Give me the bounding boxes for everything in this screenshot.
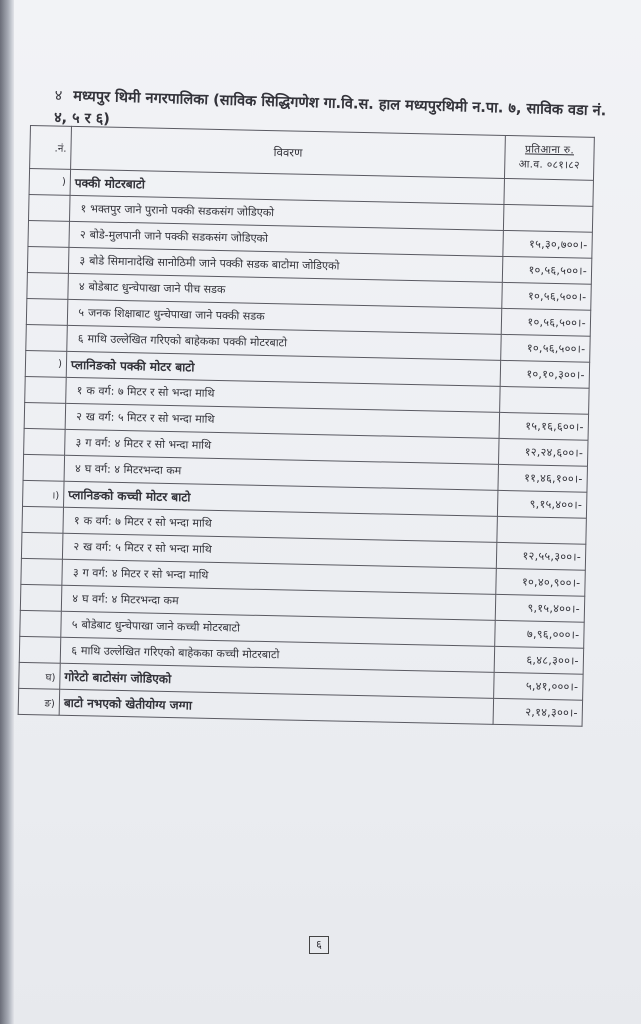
row-index: १ — [76, 384, 83, 398]
row-index: ६ — [71, 643, 78, 658]
section-title: बाटो नभएको खेतीयोग्य जग्गा — [59, 689, 493, 724]
row-index: १ — [73, 514, 80, 528]
row-description-text: जनक शिक्षाबाट धुन्चेपाखा जाने पक्की सडक — [87, 306, 265, 323]
row-sn — [26, 298, 68, 325]
row-description-text: घ वर्ग: ४ मिटरभन्दा कम — [81, 592, 179, 608]
row-rate: १५,३०,७००।- — [503, 230, 593, 258]
row-description-text: ख वर्ग: ५ मिटर र सो भन्दा माथि — [85, 410, 215, 426]
col-rate-header-line1: प्रतिआना रु. — [524, 143, 575, 157]
row-sn — [20, 584, 62, 611]
row-rate: ५,४१,०००।- — [494, 672, 584, 700]
row-index: २ — [76, 410, 83, 424]
row-sn — [22, 506, 64, 533]
row-sn — [27, 272, 69, 299]
row-description-text: बोडेबाट धुन्चेपाखा जाने कच्ची मोटरबाटो — [81, 618, 241, 635]
row-description-text: क वर्ग: ७ मिटर र सो भन्दा माथि — [83, 514, 212, 530]
row-rate: ११,४६,१००।- — [498, 464, 588, 492]
row-rate — [497, 516, 587, 544]
row-sn: ।) — [23, 480, 65, 507]
row-sn — [25, 376, 67, 403]
row-sn — [26, 324, 68, 351]
row-description-text: घ वर्ग: ४ मिटरभन्दा कम — [84, 462, 182, 478]
row-index: ३ — [75, 436, 82, 450]
row-description-text: ग वर्ग: ४ मिटर र सो भन्दा माथि — [82, 566, 209, 582]
row-index: २ — [79, 228, 86, 242]
row-rate — [500, 386, 590, 414]
section-title: गोरेटो बाटोसंग जोडिएको — [60, 663, 494, 698]
heading-number: ४ — [54, 87, 63, 105]
row-description-text: ख वर्ग: ५ मिटर र सो भन्दा माथि — [83, 540, 212, 556]
row-rate: १५,१६,६००।- — [499, 412, 589, 440]
row-sn — [21, 532, 63, 559]
row-rate: १२,२४,६००।- — [498, 438, 588, 466]
section-title: पक्की मोटरबाटो — [70, 169, 504, 204]
row-rate: १०,५६,५००।- — [502, 282, 592, 310]
row-sn — [24, 428, 66, 455]
row-index: ६ — [77, 332, 84, 346]
row-rate: १०,१०,३००।- — [500, 360, 590, 388]
row-description-text: माथि उल्लेखित गरिएको बाहेकका पक्की मोटरबाटो — [87, 332, 288, 350]
row-index: ४ — [72, 591, 79, 606]
row-description-text: बोडेबाट धुन्चेपाखा जाने पीच सडक — [88, 280, 226, 297]
row-description-text: ग वर्ग: ४ मिटर र सो भन्दा माथि — [85, 436, 212, 452]
row-sn: घ) — [19, 662, 61, 689]
row-sn — [27, 246, 69, 273]
row-sn: ) — [25, 350, 67, 377]
row-rate: १०,५६,५००।- — [501, 308, 591, 336]
row-index: ५ — [78, 306, 85, 320]
row-rate: ६,४८,३००।- — [494, 646, 584, 674]
row-rate: ९,१५,४००।- — [495, 594, 585, 622]
col-rate-header — [504, 135, 594, 180]
row-rate: २,१४,३००।- — [493, 698, 583, 726]
row-rate: ९,१५,४००।- — [497, 490, 587, 518]
row-rate: १२,५५,३००।- — [496, 542, 586, 570]
row-description-text: बोडे-मुलपानी जाने पक्की सडकसंग जोडिएको — [89, 228, 269, 246]
row-rate: १०,५६,५००।- — [501, 334, 591, 362]
page-number: ६ — [309, 936, 329, 954]
section-title: प्लानिङको कच्ची मोटर बाटो — [64, 481, 498, 516]
row-sn — [24, 402, 66, 429]
table-body — [18, 169, 593, 727]
row-sn — [28, 194, 70, 221]
row-rate: १०,५६,५००।- — [502, 256, 592, 284]
row-index: ३ — [79, 254, 86, 268]
row-index: ३ — [72, 565, 79, 580]
row-rate: ७,९६,०००।- — [495, 620, 585, 648]
col-sn-header: .नं. — [30, 126, 72, 170]
row-description-text: क वर्ग: ७ मिटर र सो भन्दा माथि — [86, 384, 215, 400]
row-index: ४ — [74, 462, 81, 476]
row-index: ४ — [78, 280, 85, 294]
row-index: २ — [73, 540, 80, 554]
section-title: प्लानिङको पक्की मोटर बाटो — [66, 351, 500, 386]
row-sn: ङ) — [18, 688, 60, 715]
row-sn — [20, 610, 62, 637]
row-sn — [21, 558, 63, 585]
row-description-text: माथि उल्लेखित गरिएको बाहेकका कच्ची मोटरबाटो — [80, 644, 280, 662]
col-desc-header: विवरण — [71, 126, 506, 178]
row-sn: ) — [29, 169, 71, 196]
row-rate — [503, 204, 593, 232]
row-rate — [504, 178, 594, 206]
row-sn — [23, 454, 65, 481]
row-index: ५ — [71, 617, 78, 632]
col-rate-header-line2: आ.व. ०८१।८२ — [518, 158, 580, 172]
binder-edge — [0, 0, 14, 1024]
heading-text: मध्यपुर थिमी नगरपालिका (साविक सिद्धिगणेश गा.वि.स. हाल मध्यपुरथिमी न.पा. ७, साविक वडा नं. ४, ५ र ६) — [53, 88, 607, 128]
row-index: १ — [80, 202, 87, 216]
row-rate: १०,४०,९००।- — [496, 568, 586, 596]
rate-table — [18, 125, 595, 727]
row-description-text: बोडे सिमानादेखि सानोठिमी जाने पक्की सडक बाटोमा जोडिएको — [89, 254, 340, 273]
row-sn — [28, 220, 70, 247]
row-sn — [19, 636, 61, 663]
row-description-text: भक्तपुर जाने पुरानो पक्की सडकसंग जोडिएको — [90, 202, 275, 220]
